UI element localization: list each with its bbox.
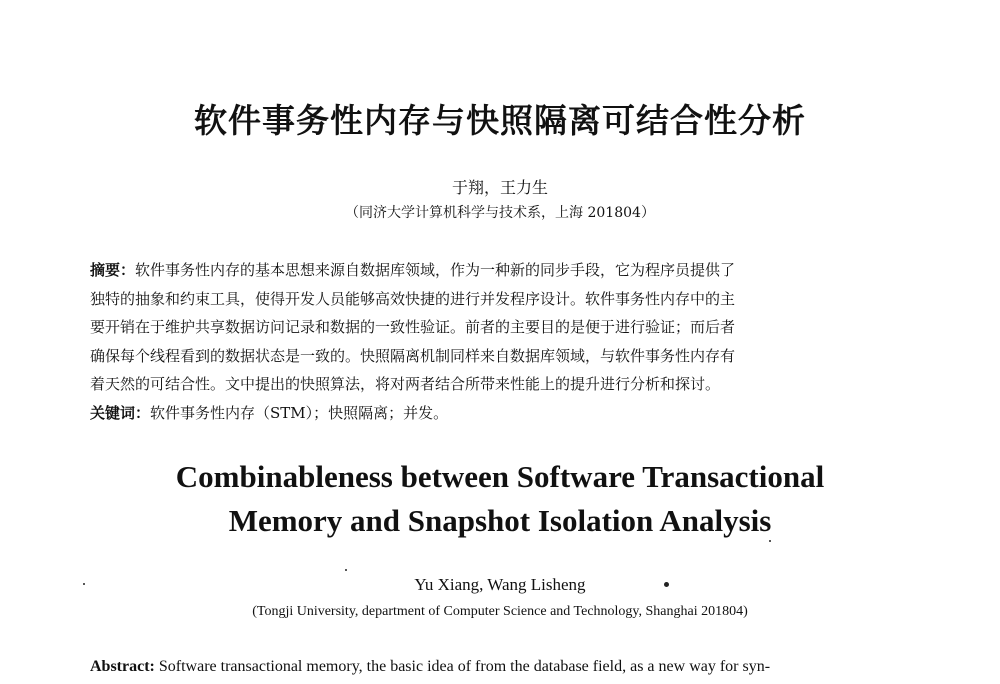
abstract-chinese-line: 确保每个线程看到的数据状态是一致的。快照隔离机制同样来自数据库领域，与软件事务性内存有 bbox=[90, 346, 736, 365]
authors-chinese: 于翔，王力生 bbox=[451, 178, 548, 197]
paper-title-chinese: 软件事务性内存与快照隔离可结合性分析 bbox=[194, 101, 806, 140]
abstract-chinese-line bbox=[90, 256, 890, 285]
paper-title-english-line2: Memory and Snapshot Isolation Analysis bbox=[228, 503, 772, 538]
affiliation-english: (Tongji University, department of Computer Science and Technology, Shanghai 201804) bbox=[252, 604, 748, 619]
abstract-english-label: Abstract: bbox=[90, 658, 155, 675]
abstract-chinese-line: 着天然的可结合性。文中提出的快照算法，将对两者结合所带来性能上的提升进行分析和探讨。 bbox=[90, 375, 721, 393]
keywords-chinese-label: 关键词： bbox=[90, 404, 151, 422]
scan-speck bbox=[83, 583, 85, 585]
abstract-english-text: Software transactional memory, the basic idea of from the database field, as a new way for syn- bbox=[154, 658, 771, 675]
abstract-chinese-label: 摘要： bbox=[90, 261, 136, 279]
paper-title-english-line1: Combinableness between Software Transactional bbox=[175, 459, 825, 494]
affiliation-chinese: （同济大学计算机科学与技术系，上海 201804） bbox=[345, 205, 655, 221]
paper-title-english bbox=[0, 455, 1000, 543]
scan-speck bbox=[769, 540, 771, 542]
scan-speck bbox=[345, 569, 347, 571]
keywords-chinese bbox=[90, 399, 890, 427]
abstract-chinese-line: 要开销在于维护共享数据访问记录和数据的一致性验证。前者的主要目的是便于进行验证；而后者 bbox=[90, 318, 736, 336]
keywords-chinese-text: 软件事务性内存（STM）；快照隔离；并发。 bbox=[150, 404, 449, 422]
scan-speck bbox=[664, 582, 669, 587]
abstract-chinese bbox=[90, 256, 890, 399]
authors-english: Yu Xiang, Wang Lisheng bbox=[414, 575, 586, 594]
abstract-chinese-text: 软件事务性内存的基本思想来源自数据库领域，作为一种新的同步手段，它为程序员提供了 bbox=[135, 261, 736, 279]
abstract-english bbox=[90, 658, 910, 676]
abstract-chinese-line: 独特的抽象和约束工具，使得开发人员能够高效快捷的进行并发程序设计。软件事务性内存中的主 bbox=[90, 289, 736, 308]
